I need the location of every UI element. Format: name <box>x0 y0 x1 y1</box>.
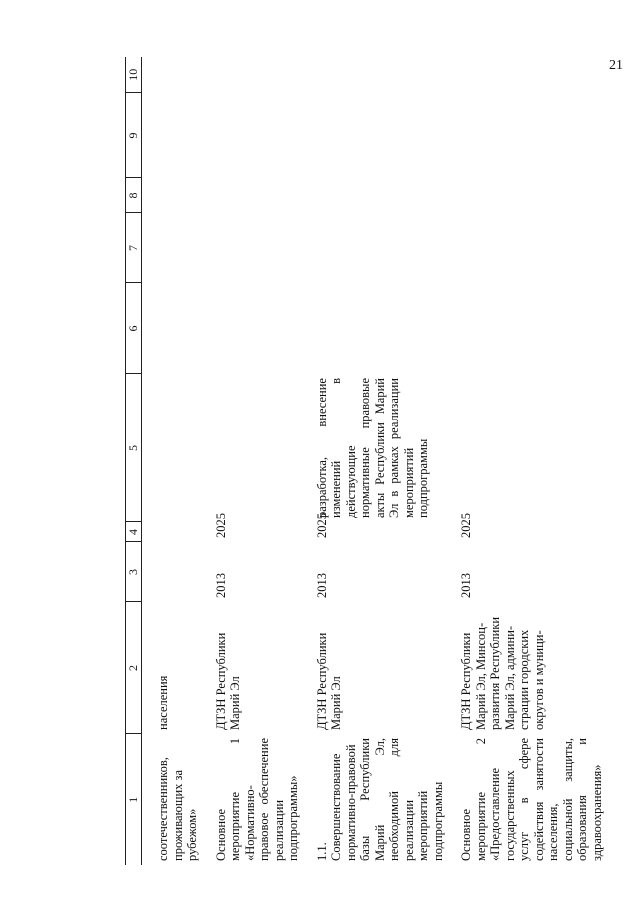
col-header-10: 10 <box>126 57 142 93</box>
activity-cell: Основное мероприятие 1 «Нормативно-правовое обеспечение реализации подпрограммы» <box>213 738 300 861</box>
end-year-cell: 2025 <box>213 513 228 538</box>
start-year-cell <box>156 542 200 602</box>
end-year-cell <box>156 522 200 542</box>
col-header-1: 1 <box>126 734 142 865</box>
end-year-cell: 2025 <box>314 513 329 538</box>
result-cell <box>459 374 604 522</box>
result-cell <box>156 374 200 522</box>
table-row <box>156 57 200 865</box>
start-year-cell: 2013 <box>213 573 228 598</box>
col-header-9: 9 <box>126 93 142 178</box>
activity-cell: 1.1. Совершенствование нормативно-правовой базы Республики Марий Эл, необходимой для реализации мероприятий подпрограммы <box>314 738 445 861</box>
col-header-6: 6 <box>126 283 142 374</box>
col-header-4: 4 <box>126 522 142 542</box>
page-number: 21 <box>609 58 623 73</box>
activity-cell: соотечественников, проживающих за рубежом» <box>156 757 199 861</box>
table-row <box>315 57 446 865</box>
table-row <box>214 57 301 865</box>
start-year-cell: 2013 <box>314 573 329 598</box>
result-cell <box>214 374 301 522</box>
start-year-cell: 2013 <box>459 573 473 598</box>
executor-cell: ДТЗН Республики Марий Эл, Минсоц-развития Республики Марий Эл, админи-страции городских округов и муници- <box>459 616 546 730</box>
executor-cell: ДТЗН Республики Марий Эл <box>213 632 242 730</box>
executor-cell: населения <box>156 675 170 730</box>
program-table <box>125 57 604 865</box>
col-header-2: 2 <box>126 602 142 734</box>
col-header-5: 5 <box>126 374 142 522</box>
activity-cell: Основное мероприятие 2 «Предоставление государственных услуг в сфере содействия занятости населения, социальной защиты, образования и здравоохранения» <box>459 738 604 861</box>
col-header-7: 7 <box>126 213 142 283</box>
result-cell: разработка, внесение изменений в действующие нормативные правовые акты Республики Марий Эл в рамках реализации мероприятий подпрограммы <box>314 378 430 518</box>
executor-cell: ДТЗН Республики Марий Эл <box>314 632 343 730</box>
rotated-table-container <box>125 57 639 865</box>
end-year-cell: 2025 <box>459 513 473 538</box>
header-row <box>126 57 142 865</box>
table-row <box>459 57 604 865</box>
col-header-3: 3 <box>126 542 142 602</box>
col-header-8: 8 <box>126 178 142 213</box>
